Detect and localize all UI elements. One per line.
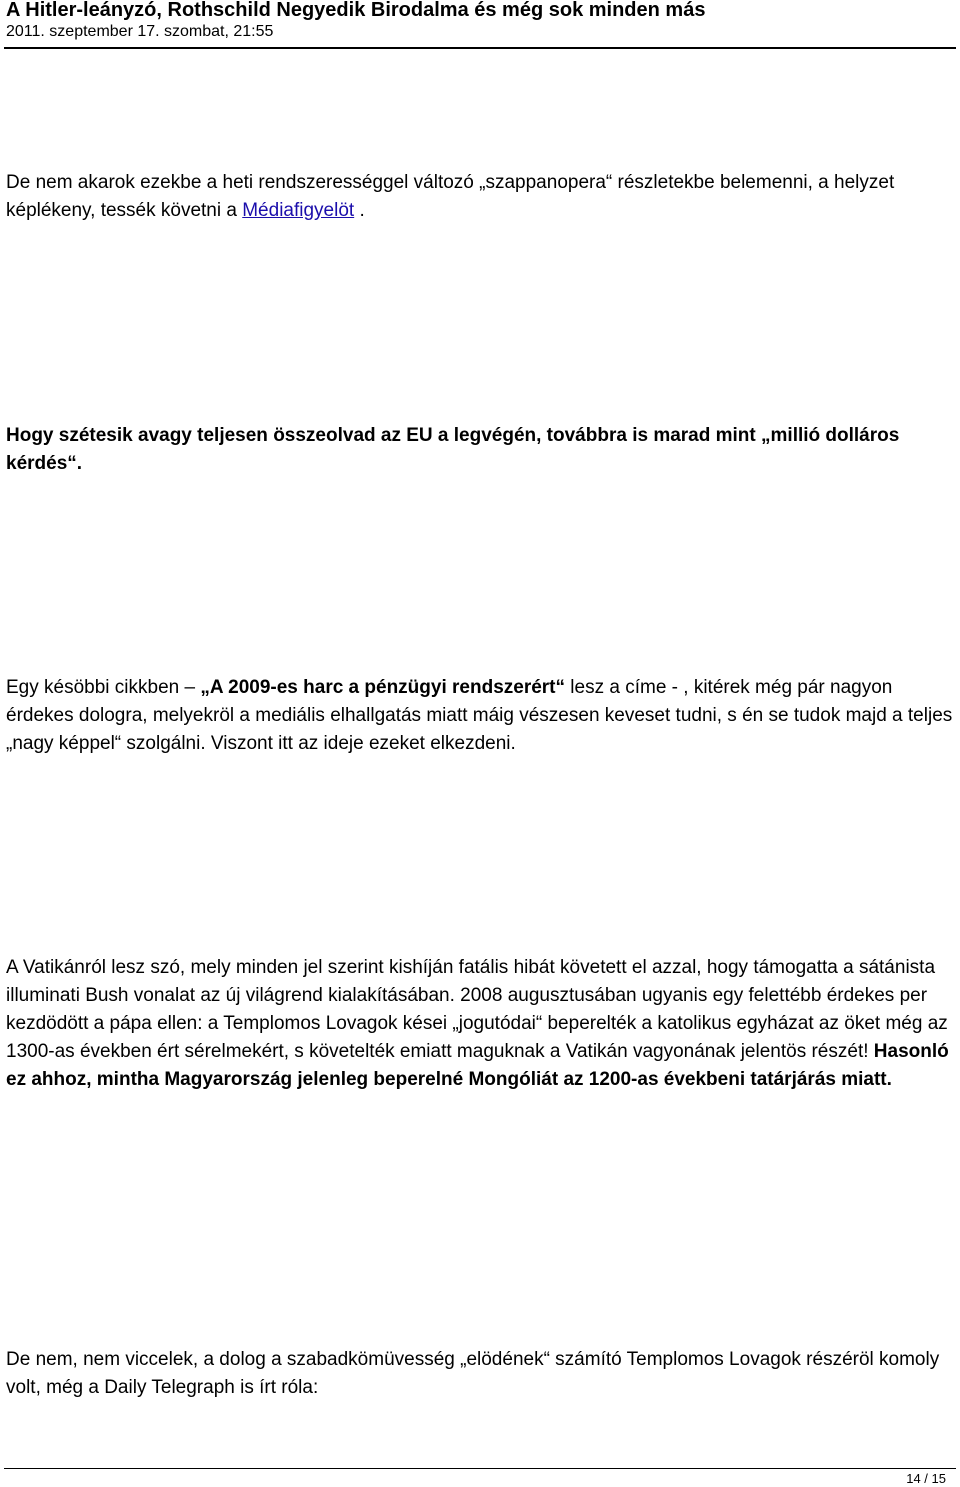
article-title-mention: „A 2009-es harc a pénzügyi rendszerért“ — [200, 677, 566, 698]
paragraph-2-bold-question: Hogy szétesik avagy teljesen összeolvad az EU a legvégén, továbbra is marad mint „millió dolláros kérdés“. — [6, 425, 900, 474]
document-title: A Hitler-leányzó, Rothschild Negyedik Birodalma és még sok minden más — [6, 0, 706, 21]
paragraph-1-end: . — [354, 200, 365, 221]
paragraph-1-text: De nem akarok ezekbe a heti rendszerességgel változó „szappanopera“ részletekbe belemenni, a helyzet képlékeny, tessék követni a — [6, 172, 895, 221]
paragraph-4-bold-comparison: Hasonló ez ahhoz, mintha Magyarország jelenleg beperelné Mongóliát az 1200-as évekbeni tatárjárás miatt. — [6, 1041, 949, 1090]
mediafigyelo-link[interactable]: Médiafigyelöt — [242, 200, 355, 221]
paragraph-1 — [6, 169, 956, 225]
footer-divider — [4, 1468, 956, 1469]
paragraph-4 — [6, 954, 956, 1094]
paragraph-3-intro: Egy késöbbi cikkben – — [6, 677, 201, 698]
header-divider — [4, 47, 956, 49]
paragraph-3 — [6, 674, 956, 758]
document-date: 2011. szeptember 17. szombat, 21:55 — [6, 23, 274, 40]
paragraph-4-text: A Vatikánról lesz szó, mely minden jel szerint kishíján fatális hibát követett el azzal, hogy támogatta a sátánista illuminati Bush vonalat az új világrend kialakításában. 2008 augusztusában ugyanis egy felettébb érdekes per kezdödött a pápa ellen: a Templomos Lovagok kései „jogutódai“ beperelték a katolikus egyházat az öket még az 1300-as években ért sérelmekért, s követelték emiatt maguknak a Vatikán vagyonának jelentös részét! — [6, 957, 948, 1062]
paragraph-3-rest: lesz a címe - , kitérek még pár nagyon érdekes dologra, melyekröl a mediális elhallgatás miatt máig vészesen keveset tudni, s én se tudok majd a teljes „nagy képpel“ szolgálni. Viszont itt az ideje ezeket elkezdeni. — [6, 677, 953, 754]
paragraph-5: De nem, nem viccelek, a dolog a szabadkömüvesség „elödének“ számító Templomos Lovagok részéröl komoly volt, még a Daily Telegraph is írt róla: — [6, 1349, 940, 1398]
page-header — [0, 0, 960, 50]
page-number: 14 / 15 — [906, 1471, 946, 1486]
